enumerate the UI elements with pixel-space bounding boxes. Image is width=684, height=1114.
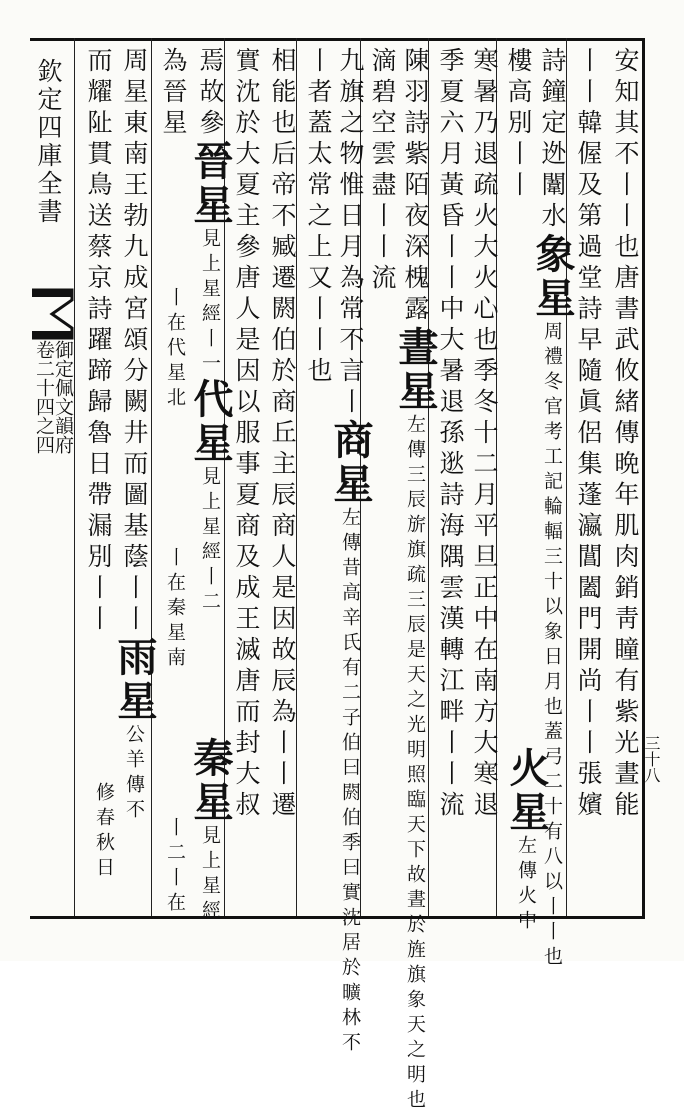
text-column-5: 寒暑乃退疏火大火心也季冬十二月平旦正中在南方大寒退 <box>470 47 499 822</box>
text-column-8: 滴碧空雲盡丨丨流 <box>368 47 397 295</box>
fishtail-mark-icon <box>30 288 74 340</box>
margin-title: 欽定四庫全書 <box>34 58 63 226</box>
entry-heading: 晉星 <box>187 140 234 228</box>
text-column-7: 陳羽詩紫陌夜深槐露晝星左傳三辰旂旗疏三辰是天之光明照臨天下故晝於旌旗象天之明也 <box>392 47 439 1114</box>
margin-subtitle-book: 御定佩文韻府 <box>52 340 74 454</box>
entry-heading: 代星 <box>187 378 234 466</box>
text-column-4: 樓高別丨丨 火星左傳火中 <box>503 47 550 935</box>
text-column-16: 而耀阯貫鳥送蔡京詩躍蹄歸魯日帶漏別丨丨 修春秋日 <box>84 47 115 882</box>
text-column-14: 為晉星 丨在代星北 丨在秦星南 丨二丨在 <box>159 47 188 917</box>
entry-heading: 象星 <box>529 233 576 321</box>
text-column-15: 周星東南王勃九成宮頌分闕井而圖基蔭丨丨雨星公羊傳不 <box>111 47 158 824</box>
text-column-3: 詩鐘定迯闈水象星周禮冬官考工記輪輻三十以象日月也蓋弓二十有八以丨丨也 <box>529 47 576 971</box>
entry-heading: 火星 <box>503 747 550 835</box>
folio-number: 三十八 <box>642 735 661 783</box>
entry-heading: 商星 <box>327 419 374 507</box>
column-rule <box>74 38 75 916</box>
entry-heading: 雨星 <box>111 636 158 724</box>
text-column-6: 季夏六月黃昏丨丨中大暑退孫逖詩海隅雲漢轉江畔丨丨流 <box>436 47 465 822</box>
text-column-12: 實沈於大夏主參唐人是因以服事夏商及成王滅唐而封大叔 <box>232 47 261 822</box>
text-column-9: 九旗之物惟日月為常不言丨商星左傳昔高辛氏有二子伯曰閼伯季曰實沈居於曠林不 <box>327 47 374 1057</box>
entry-heading: 晝星 <box>392 326 439 414</box>
margin-subtitle-volume: 卷二十四之四 <box>33 340 55 454</box>
text-column-10: 丨者蓋太常之上又丨丨也 <box>304 47 333 388</box>
text-column-13: 焉故參晉星見上星經丨一代星見上星經丨二 秦星見上星經 <box>187 47 234 925</box>
entry-heading: 秦星 <box>187 737 234 825</box>
text-column-1: 安知其不丨丨也唐書武攸緒傳晩年肌肉銷靑瞳有紫光晝能 <box>611 47 640 822</box>
text-column-2: 丨丨韓偓及第過堂詩早隨眞侶集蓬瀛閶闔門開尚丨丨張嬪 <box>574 47 603 822</box>
text-column-11: 相能也后帝不臧遷閼伯於商丘主辰商人是因故辰為丨丨遷 <box>268 47 297 822</box>
